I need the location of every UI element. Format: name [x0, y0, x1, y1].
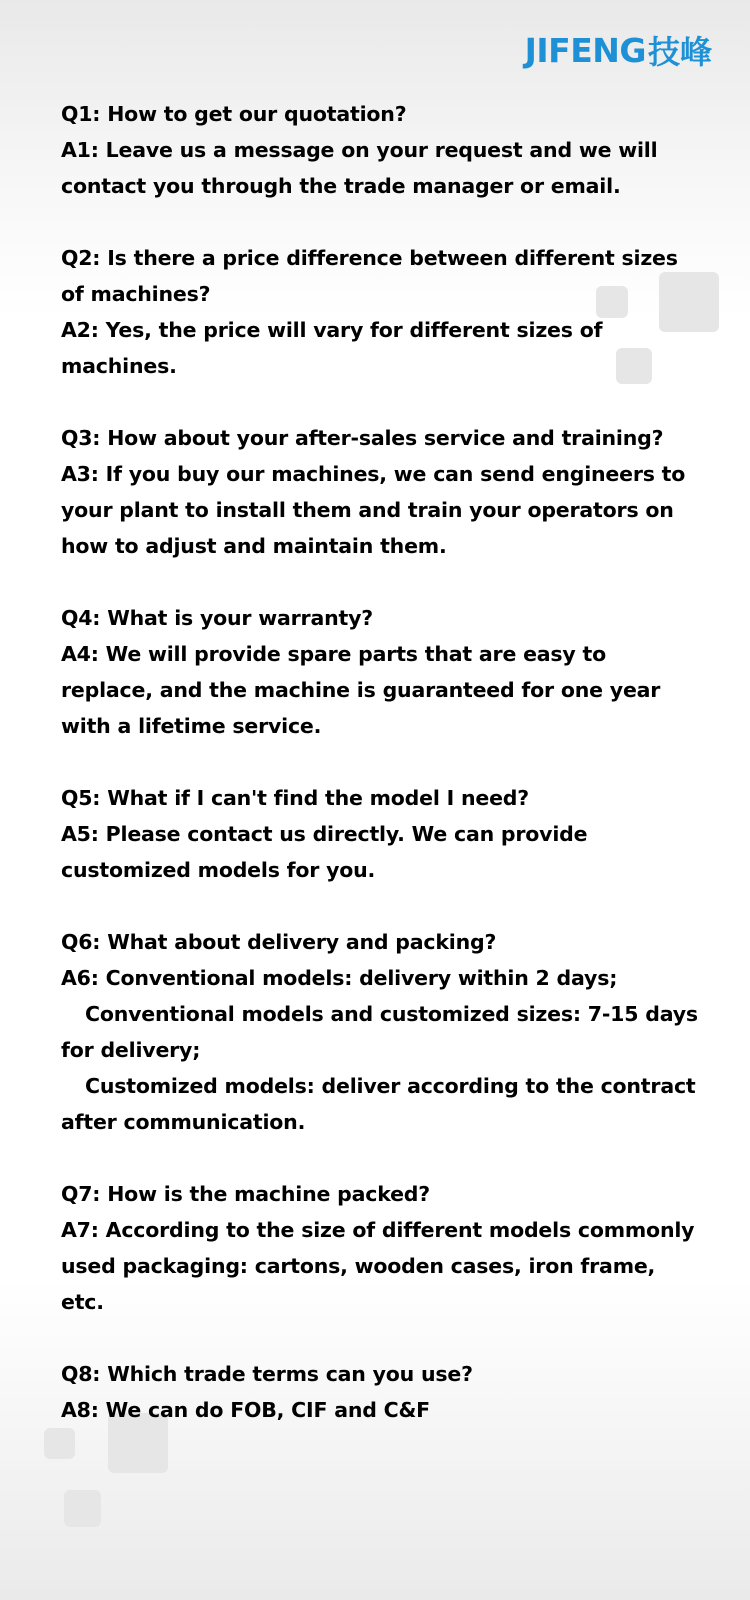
answer-6-line-2: Conventional models and customized sizes: 7-15 days for delivery;	[61, 1002, 698, 1062]
answer-2: A2: Yes, the price will vary for different sizes of machines.	[61, 318, 603, 378]
question-1: Q1: How to get our quotation?	[61, 102, 407, 126]
answer-6-line-3: Customized models: deliver according to the contract after communication.	[61, 1074, 696, 1134]
answer-5: A5: Please contact us directly. We can provide customized models for you.	[61, 822, 588, 882]
faq-item-4	[61, 600, 701, 744]
decorative-square	[64, 1490, 101, 1527]
faq-item-2	[61, 240, 701, 384]
jifeng-logo	[525, 28, 712, 72]
question-3: Q3: How about your after-sales service and training?	[61, 426, 664, 450]
question-8: Q8: Which trade terms can you use?	[61, 1362, 473, 1386]
question-2: Q2: Is there a price difference between different sizes of machines?	[61, 246, 678, 306]
question-7: Q7: How is the machine packed?	[61, 1182, 430, 1206]
answer-7: A7: According to the size of different models commonly used packaging: cartons, wooden cases, iron frame, etc.	[61, 1218, 695, 1314]
answer-3: A3: If you buy our machines, we can send engineers to your plant to install them and train your operators on how to adjust and maintain them.	[61, 462, 686, 558]
faq-item-5	[61, 780, 701, 888]
answer-4: A4: We will provide spare parts that are easy to replace, and the machine is guaranteed for one year with a lifetime service.	[61, 642, 661, 738]
answer-6: A6: Conventional models: delivery within 2 days;	[61, 966, 618, 990]
faq-item-3	[61, 420, 701, 564]
question-5: Q5: What if I can't find the model I need?	[61, 786, 529, 810]
question-6: Q6: What about delivery and packing?	[61, 930, 497, 954]
logo-latin-text: JIFENG	[524, 30, 646, 70]
answer-1: A1: Leave us a message on your request and we will contact you through the trade manager or email.	[61, 138, 658, 198]
faq-list	[61, 96, 701, 1464]
faq-item-6	[61, 924, 701, 1140]
faq-item-7	[61, 1176, 701, 1320]
logo-chinese-text: 技峰	[647, 33, 712, 71]
answer-8: A8: We can do FOB, CIF and C&F	[61, 1398, 430, 1422]
faq-item-8	[61, 1356, 701, 1428]
question-4: Q4: What is your warranty?	[61, 606, 373, 630]
faq-item-1	[61, 96, 701, 204]
